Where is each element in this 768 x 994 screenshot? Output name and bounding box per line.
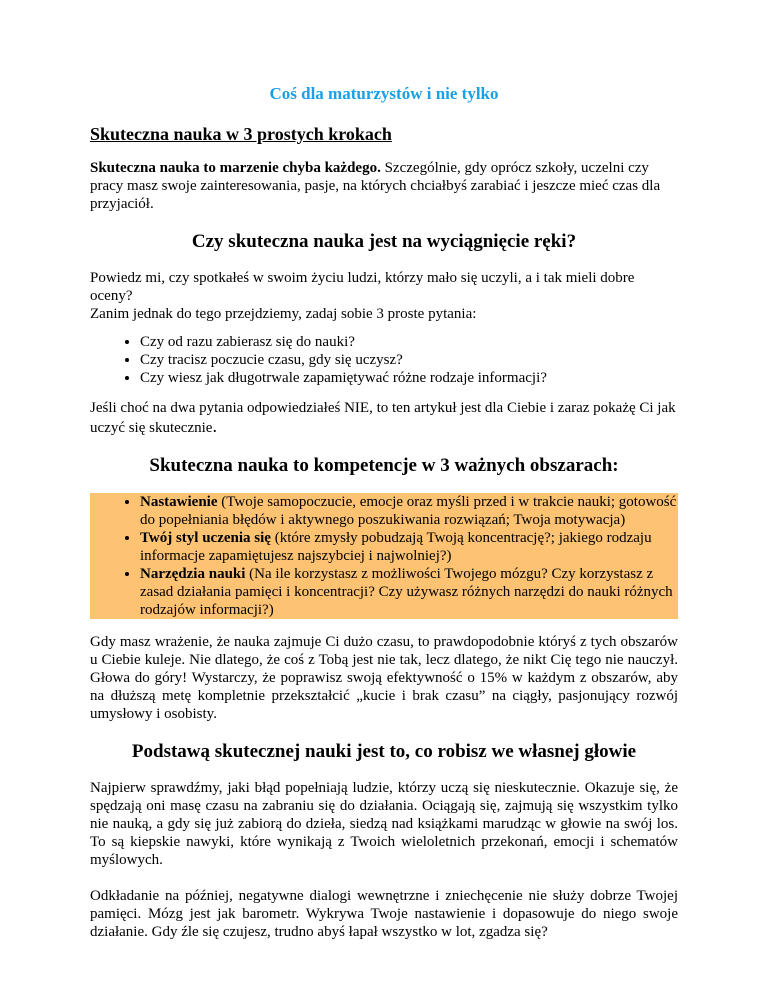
competence-list: [90, 493, 678, 619]
list-item: [140, 529, 678, 565]
intro-text: Szczególnie, gdy oprócz szkoły, uczelni czy pracy masz swoje zainteresowania, pasje, na których chciałbyś zarabiać i jeszcze mieć czas dla przyjaciół.: [90, 160, 661, 212]
conclusion-end: .: [212, 416, 217, 436]
document-title: Coś dla maturzystów i nie tylko: [269, 84, 499, 103]
section1-heading: Czy skuteczna nauka jest na wyciągnięcie ręki?: [191, 231, 577, 252]
section1-conclusion: [90, 399, 678, 437]
section3-para1: Najpierw sprawdźmy, jaki błąd popełniają ludzie, którzy uczą się nieskutecznie. Okazuje się, że spędzają oni masę czasu na zabraniu się do działania. Ociągają się, zajmują się wszystkim tylko nie nauką, a gdy się już zabiorą do dzieła, siedzą nad książkami marudząc w głowie na swój los. To są kiepskie nawyki, które wynikają z Twoich wieloletnich przekonań, emocji i schematów myślowych.: [90, 780, 678, 868]
section1-para1: Powiedz mi, czy spotkałeś w swoim życiu ludzi, którzy mało się uczyli, a i tak mieli dobre oceny?: [90, 270, 635, 304]
section1-para2: Zanim jednak do tego przejdziemy, zadaj sobie 3 proste pytania:: [90, 306, 477, 322]
competence-bold: Narzędzia nauki: [140, 566, 246, 582]
list-item: • Czy od razu zabierasz się do nauki?: [140, 333, 678, 351]
main-heading: Skuteczna nauka w 3 prostych krokach: [90, 124, 392, 144]
competence-text: (Twoje samopoczucie, emocje oraz myśli przed i w trakcie nauki; gotowość do popełniania błędów i aktywnego poszukiwania rozwiązań; Twoja motywacja): [140, 494, 677, 528]
section3-para2: Odkładanie na później, negatywne dialogi wewnętrzne i zniechęcenie nie służy dobrze Twojej pamięci. Mózg jest jak barometr. Wykrywa Twoje nastawienie i dopasowuje do niego swoje działanie. Gdy źle się czujesz, trudno abyś łapał wszystko w lot, zgadza się?: [90, 888, 678, 940]
questions-list: [90, 333, 678, 387]
list-item: [140, 565, 678, 619]
competence-bold: Twój styl uczenia się: [140, 530, 271, 546]
list-item: [140, 493, 678, 529]
intro-paragraph: [90, 159, 678, 213]
conclusion-text: Jeśli choć na dwa pytania odpowiedziałeś NIE, to ten artykuł jest dla Ciebie i zaraz pokażę Ci jak uczyć się skutecznie: [90, 400, 676, 436]
list-item: • Czy tracisz poczucie czasu, gdy się uczysz?: [140, 351, 678, 369]
intro-bold-lead: Skuteczna nauka to marzenie chyba każdego.: [90, 160, 381, 176]
list-item: • Czy wiesz jak długotrwale zapamiętywać różne rodzaje informacji?: [140, 369, 678, 387]
competence-bold: Nastawienie: [140, 494, 218, 510]
competence-text: (Na ile korzystasz z możliwości Twojego mózgu? Czy korzystasz z zasad działania pamięci i koncentracji? Czy używasz różnych narzędzi do nauki różnych rodzajów informacji?): [140, 566, 673, 618]
section2-heading: Skuteczna nauka to kompetencje w 3 ważnych obszarach:: [149, 455, 619, 476]
competence-text: (które zmysły pobudzają Twoją koncentrację?; jakiego rodzaju informacje zapamiętujesz najszybciej i najwolniej?): [140, 530, 652, 564]
section2-paragraph: Gdy masz wrażenie, że nauka zajmuje Ci dużo czasu, to prawdopodobnie któryś z tych obszarów u Ciebie kuleje. Nie dlatego, że coś z Tobą jest nie tak, lecz dlatego, że nikt Cię tego nie nauczył. Głowa do góry! Wystarczy, że poprawisz swoją efektywność o 15% w każdym z obszarów, aby na dłuższą metę kompletnie przekształcić „kucie i brak czasu” na ciągły, pasjonujący rozwój umysłowy i osobisty.: [90, 634, 678, 722]
section3-heading: Podstawą skutecznej nauki jest to, co robisz we własnej głowie: [131, 741, 637, 762]
